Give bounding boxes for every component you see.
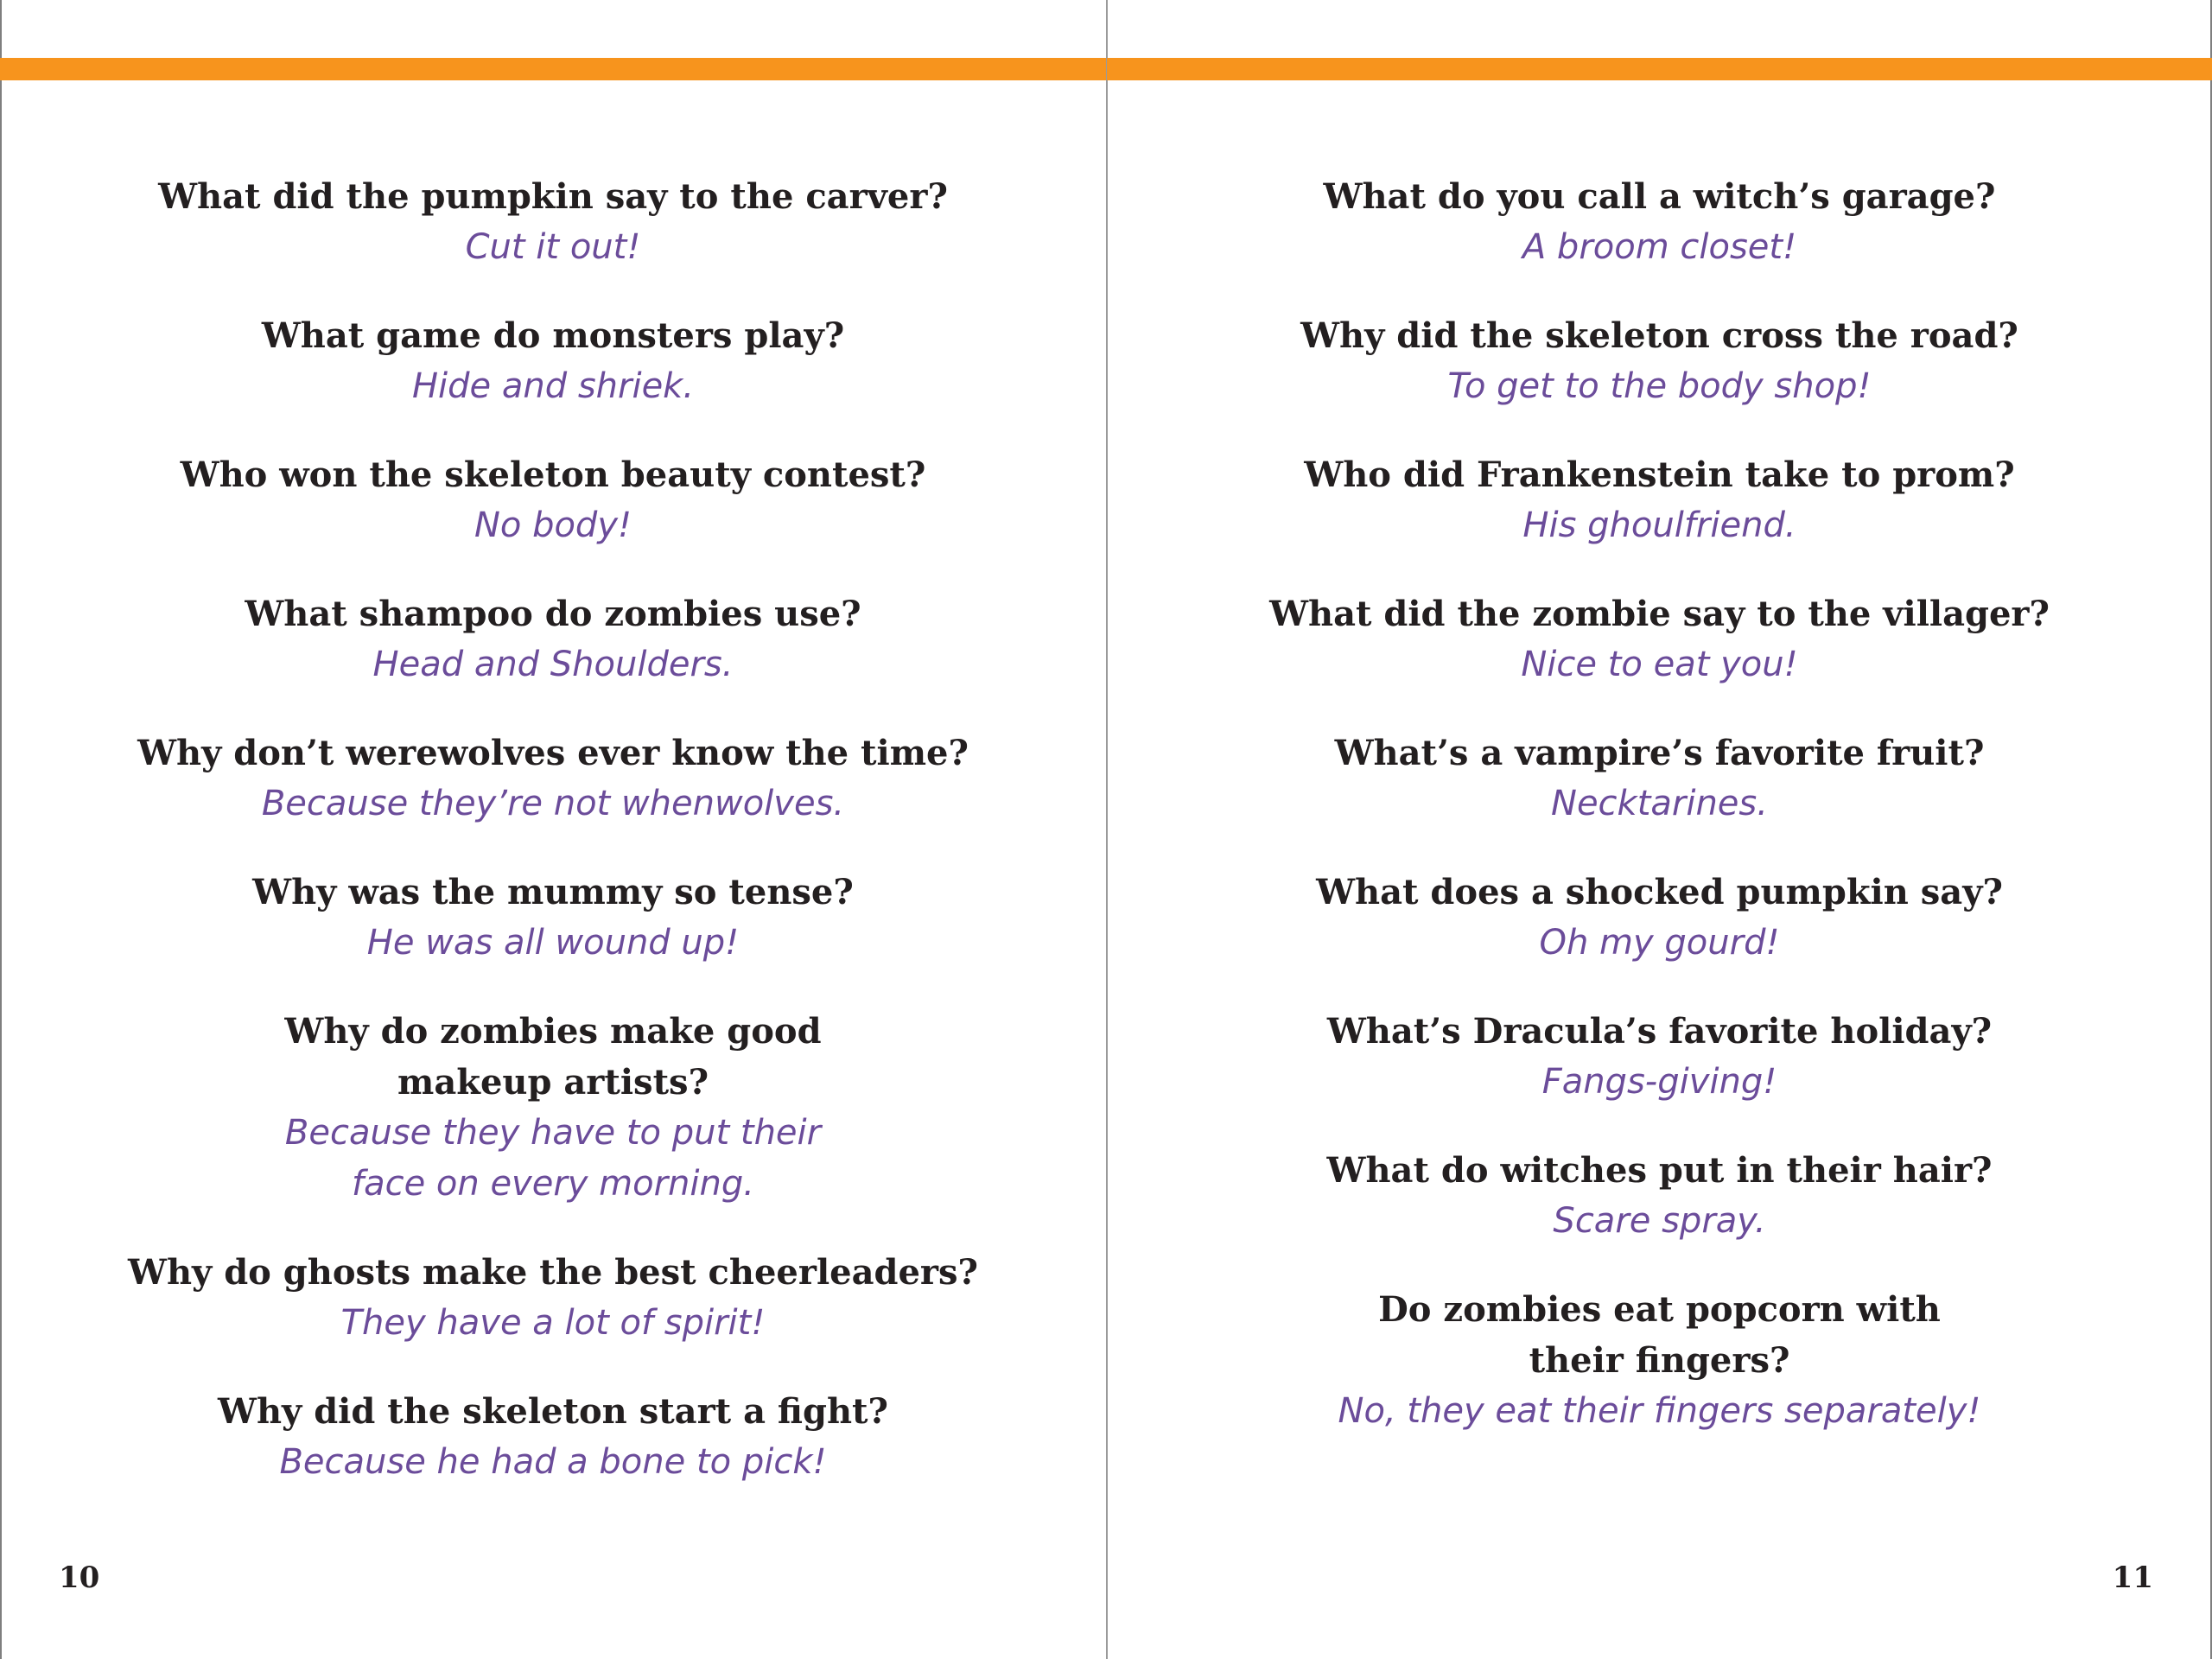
- joke-item: [0, 588, 1106, 690]
- joke-answer: To get to the body shop!: [1447, 366, 1872, 406]
- page-number: 11: [2112, 1560, 2153, 1595]
- joke-answer: His ghoulfriend.: [1522, 505, 1796, 545]
- joke-answer: No, they eat their fingers separately!: [1338, 1391, 1981, 1431]
- orange-header-band: [1107, 58, 2212, 80]
- joke-answer: Cut it out!: [465, 227, 641, 267]
- joke-answer: Oh my gourd!: [1539, 923, 1780, 963]
- joke-question: Why don’t werewolves ever know the time?: [137, 733, 969, 773]
- joke-item: [1107, 728, 2212, 830]
- joke-question: Why do ghosts make the best cheerleaders?: [128, 1252, 978, 1293]
- joke-answer: Head and Shoulders.: [372, 645, 734, 684]
- joke-question: Who did Frankenstein take to prom?: [1304, 454, 2015, 495]
- joke-item: [1107, 1145, 2212, 1247]
- joke-item: [0, 728, 1106, 830]
- joke-question: Do zombies eat popcorn with their fingers?: [1378, 1289, 1941, 1381]
- joke-item: [1107, 171, 2212, 273]
- joke-answer: Because they have to put their face on every morning.: [284, 1113, 822, 1204]
- joke-item: [0, 171, 1106, 273]
- joke-answer: Because they’re not whenwolves.: [261, 784, 845, 823]
- joke-answer: Necktarines.: [1551, 784, 1768, 823]
- joke-question: What’s Dracula’s favorite holiday?: [1326, 1011, 1993, 1052]
- joke-item: [1107, 310, 2212, 412]
- joke-answer: He was all wound up!: [366, 923, 740, 963]
- orange-header-band: [0, 58, 1106, 80]
- joke-item: [0, 867, 1106, 969]
- joke-answer: A broom closet!: [1522, 227, 1797, 267]
- joke-item: [0, 1386, 1106, 1488]
- joke-question: What did the pumpkin say to the carver?: [158, 176, 948, 217]
- joke-question: What do witches put in their hair?: [1326, 1150, 1993, 1191]
- joke-question: What’s a vampire’s favorite fruit?: [1334, 733, 1985, 773]
- joke-list-left: [0, 171, 1106, 1525]
- joke-question: What game do monsters play?: [261, 315, 845, 356]
- joke-answer: Because he had a bone to pick!: [279, 1442, 827, 1482]
- joke-question: What does a shocked pumpkin say?: [1316, 872, 2003, 912]
- joke-item: [1107, 1284, 2212, 1437]
- joke-question: What do you call a witch’s garage?: [1323, 176, 1996, 217]
- joke-item: [1107, 867, 2212, 969]
- joke-question: Who won the skeleton beauty contest?: [180, 454, 926, 495]
- joke-answer: Hide and shriek.: [411, 366, 695, 406]
- joke-answer: Fangs-giving!: [1541, 1062, 1777, 1102]
- joke-answer: Scare spray.: [1553, 1201, 1766, 1241]
- joke-item: [0, 1006, 1106, 1210]
- joke-question: What shampoo do zombies use?: [245, 594, 861, 634]
- joke-item: [0, 310, 1106, 412]
- joke-question: Why was the mummy so tense?: [252, 872, 854, 912]
- joke-question: Why did the skeleton start a fight?: [218, 1391, 888, 1432]
- right-page: [1107, 0, 2212, 1659]
- joke-item: [1107, 1006, 2212, 1108]
- joke-question: Why do zombies make good makeup artists?: [284, 1011, 822, 1103]
- joke-item: [1107, 449, 2212, 551]
- joke-question: Why did the skeleton cross the road?: [1300, 315, 2018, 356]
- joke-item: [0, 1247, 1106, 1349]
- joke-list-right: [1107, 171, 2212, 1474]
- joke-answer: They have a lot of spirit!: [340, 1303, 766, 1343]
- joke-item: [1107, 588, 2212, 690]
- joke-item: [0, 449, 1106, 551]
- joke-question: What did the zombie say to the villager?: [1269, 594, 2050, 634]
- joke-answer: No body!: [474, 505, 632, 545]
- page-number: 10: [59, 1560, 100, 1595]
- joke-answer: Nice to eat you!: [1521, 645, 1798, 684]
